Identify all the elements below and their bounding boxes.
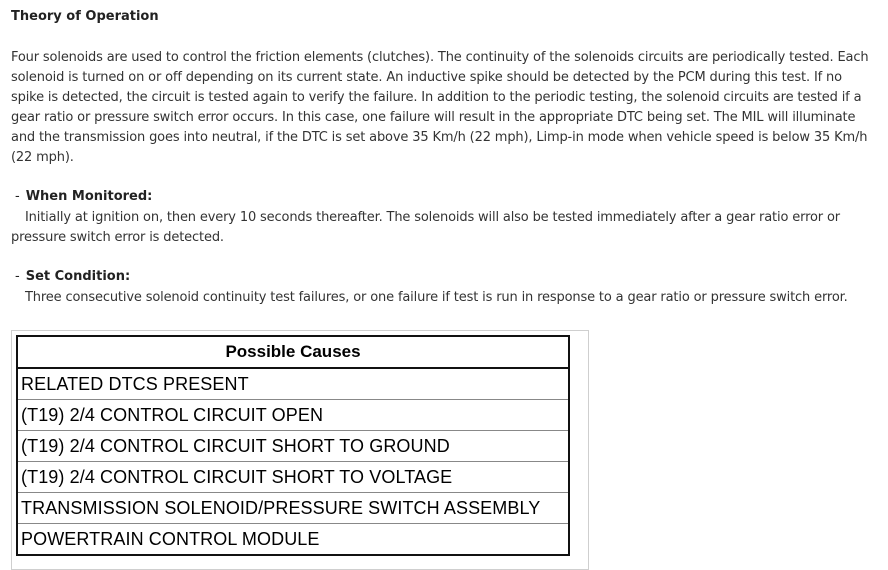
table-row [17,368,569,400]
document-content [11,8,875,308]
cause-solenoid-assembly: TRANSMISSION SOLENOID/PRESSURE SWITCH ASSEMBLY [17,493,569,524]
table-row [17,462,569,493]
section-heading: When Monitored: [25,189,153,204]
table-header: Possible Causes [17,336,569,368]
table-row [17,493,569,524]
possible-causes-table [16,335,570,556]
section-text: Initially at ignition on, then every 10 seconds thereafter. The solenoids will also be tested immediately after a gear ratio error or pressure switch error is detected. [11,210,840,245]
section-dash: - [15,269,20,284]
table-header-row [17,336,569,368]
cause-related-dtcs: RELATED DTCS PRESENT [17,368,569,400]
table-row [17,431,569,462]
table-row [17,400,569,431]
cause-short-to-voltage: (T19) 2/4 CONTROL CIRCUIT SHORT TO VOLTAGE [17,462,569,493]
section-set-condition [11,268,875,308]
page-title: Theory of Operation [11,9,159,24]
table-row [17,524,569,556]
cause-circuit-open: (T19) 2/4 CONTROL CIRCUIT OPEN [17,400,569,431]
section-when-monitored [11,188,875,248]
theory-paragraph: Four solenoids are used to control the friction elements (clutches). The continuity of the solenoids circuits are periodically tested. Each solenoid is turned on or off depending on its current state. An inductive spike should be detected by the PCM during this test. If no spike is detected, the circuit is tested again to verify the failure. In addition to the periodic testing, the solenoid circuits are tested if a gear ratio or pressure switch error occurs. In this case, one failure will result in the appropriate DTC being set. The MIL will illuminate and the transmission goes into neutral, if the DTC is set above 35 Km/h (22 mph), Limp-in mode when vehicle speed is below 35 Km/h (22 mph). [11,50,869,165]
possible-causes-frame [11,330,589,570]
section-dash: - [15,189,20,204]
section-text: Three consecutive solenoid continuity test failures, or one failure if test is run in response to a gear ratio or pressure switch error. [25,290,848,305]
cause-pcm: POWERTRAIN CONTROL MODULE [17,524,569,556]
cause-short-to-ground: (T19) 2/4 CONTROL CIRCUIT SHORT TO GROUND [17,431,569,462]
section-heading: Set Condition: [25,269,131,284]
